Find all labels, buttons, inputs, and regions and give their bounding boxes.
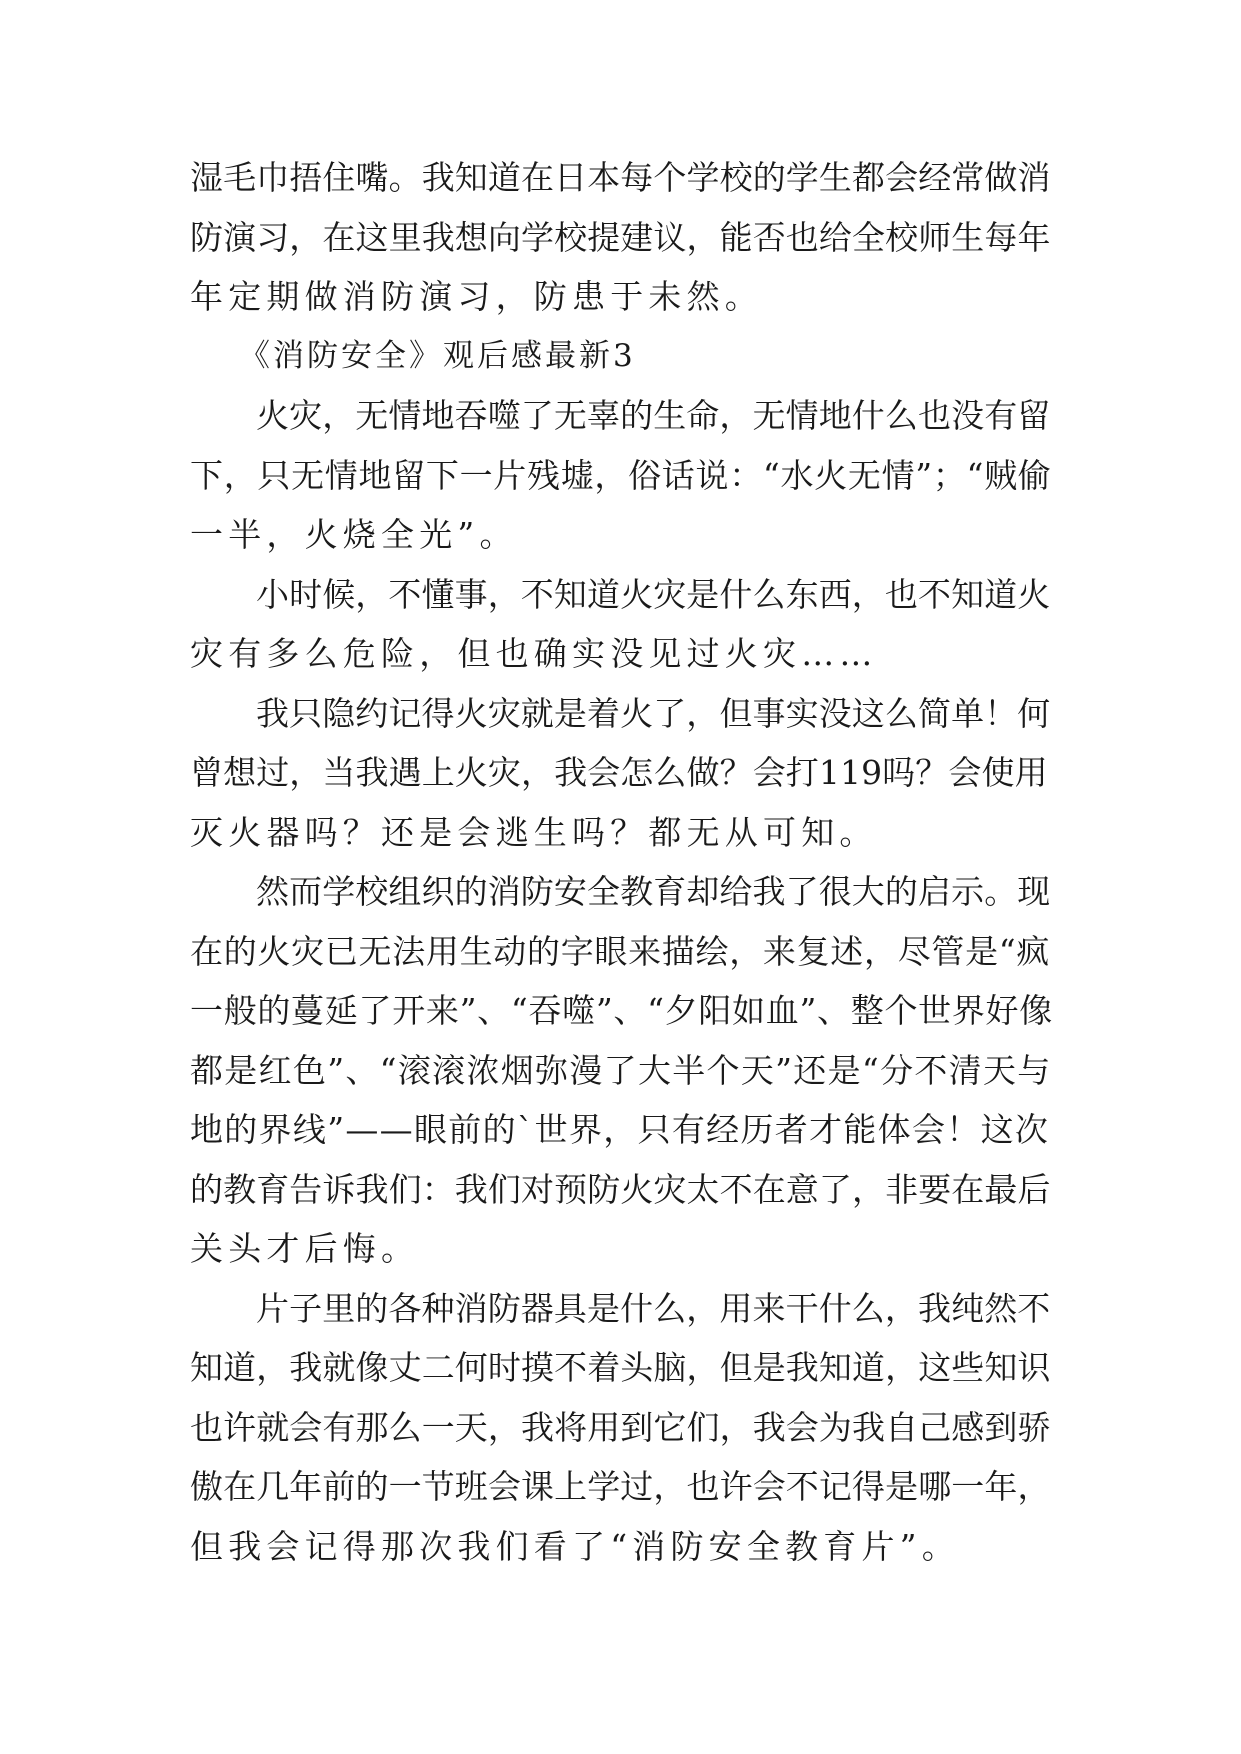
text-line: 都是红色”、“滚滚浓烟弥漫了大半个天”还是“分不清天与 [190,1050,1052,1090]
text-line: 我只隐约记得火灾就是着火了，但事实没这么简单！何 [256,693,1051,733]
text-line: 下，只无情地留下一片残墟，俗话说：“水火无情”；“贼偷 [190,455,1052,495]
text-line: 火灾，无情地吞噬了无辜的生命，无情地什么也没有留 [256,396,1051,435]
heading-text: 《消防安全》观后感最新3 [239,337,636,374]
text-line: 一半，火烧全光”。 [190,515,518,554]
paragraph [190,684,1053,863]
text-line: 灾有多么危险，但也确实没见过火灾…… [190,634,878,673]
document-body [190,148,1053,1576]
text-line: 一般的蔓延了开来”、“吞噬”、“夕阳如血”、整个世界好像 [190,991,1053,1030]
text-line: 片子里的各种消防器具是什么，用来干什么，我纯然不 [256,1288,1051,1328]
text-line: 的教育告诉我们：我们对预防火灾太不在意了，非要在最后 [190,1169,1051,1209]
text-line: 关头才后悔。 [190,1229,420,1268]
text-line: 曾想过，当我遇上火灾，我会怎么做？会打119吗？会使用 [190,753,1048,792]
paragraph [190,386,1053,565]
section-heading [190,327,1053,387]
paragraph [190,565,1053,684]
text-line: 但我会记得那次我们看了“消防安全教育片”。 [190,1526,960,1566]
text-line: 灭火器吗？还是会逃生吗？都无从可知。 [190,812,878,852]
text-line: 防演习，在这里我想向学校提建议，能否也给全校师生每年 [190,217,1051,257]
text-line: 然而学校组织的消防安全教育却给我了很大的启示。现 [256,872,1051,911]
text-line: 湿毛巾捂住嘴。我知道在日本每个学校的学生都会经常做消 [190,158,1051,197]
text-line: 年定期做消防演习，防患于未然。 [190,277,763,316]
text-line: 也许就会有那么一天，我将用到它们，我会为我自己感到骄 [190,1407,1051,1447]
text-line: 在的火灾已无法用生动的字眼来描绘，来复述，尽管是“疯 [190,931,1051,971]
text-line: 傲在几年前的一节班会课上学过，也许会不记得是哪一年， [190,1467,1051,1506]
paragraph [190,1279,1053,1577]
text-line: 小时候，不懂事，不知道火灾是什么东西，也不知道火 [256,574,1051,614]
paragraph-continuation [190,148,1053,327]
text-line: 知道，我就像丈二何时摸不着头脑，但是我知道，这些知识 [190,1348,1051,1387]
paragraph [190,862,1053,1279]
text-line: 地的界线”——眼前的`世界，只有经历者才能体会！这次 [190,1110,1050,1149]
